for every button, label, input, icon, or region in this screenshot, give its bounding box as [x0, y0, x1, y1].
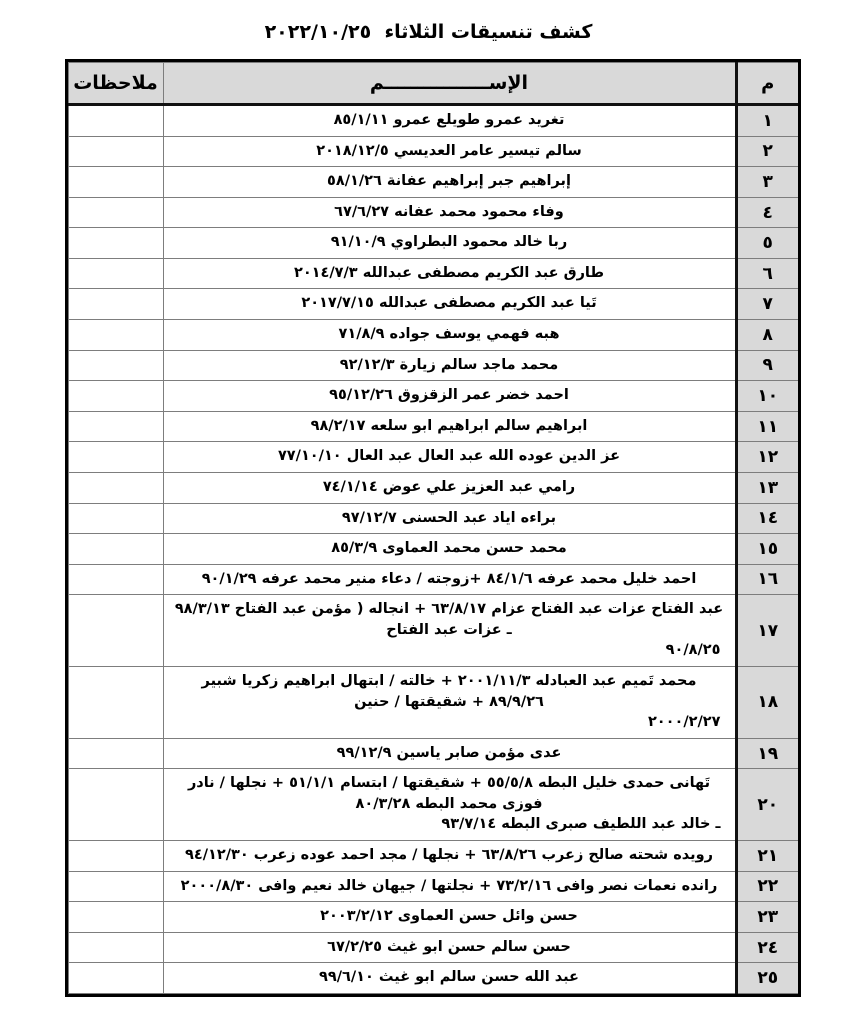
row-number-cell: ١٠	[736, 381, 798, 412]
row-name-text: محمد ماجد سالم زيارة ٩٢/١٢/٣	[339, 356, 559, 373]
row-name-cell	[163, 228, 736, 259]
table-row	[68, 534, 798, 565]
row-number-cell: ٣	[736, 167, 798, 198]
row-notes-cell	[68, 105, 163, 137]
row-name-text-continuation: ٩٠/٨/٢٥	[665, 642, 721, 659]
row-number-cell: ١٣	[736, 472, 798, 503]
row-number-cell: ٢٥	[736, 963, 798, 994]
row-name-cell	[163, 503, 736, 534]
row-name-cell	[163, 411, 736, 442]
row-notes-cell	[68, 258, 163, 289]
coordination-table-container	[65, 59, 801, 997]
row-name-cell	[163, 595, 736, 667]
column-header-notes: ملاحظات	[68, 63, 163, 105]
table-body	[68, 105, 798, 994]
row-name-text: رانده نعمات نصر وافى ٧٣/٢/١٦ + نجلتها / جيهان خالد نعيم وافى ٢٠٠٠/٨/٣٠	[180, 877, 718, 894]
table-row	[68, 902, 798, 933]
table-row	[68, 963, 798, 994]
row-notes-cell	[68, 381, 163, 412]
row-name-text: تغريد عمرو طويلع عمرو ٨٥/١/١١	[333, 112, 565, 128]
table-row	[68, 503, 798, 534]
row-notes-cell	[68, 411, 163, 442]
table-row	[68, 595, 798, 667]
table-row	[68, 136, 798, 167]
row-name-text: سالم تيسير عامر العديسي ٢٠١٨/١٢/٥	[316, 142, 582, 159]
row-notes-cell	[68, 769, 163, 841]
row-name-text: احمد خضر عمر الزقزوق ٩٥/١٢/٢٦	[329, 387, 569, 404]
row-name-cell	[163, 564, 736, 595]
row-number-cell: ٧	[736, 289, 798, 320]
row-name-cell	[163, 442, 736, 473]
row-number-cell: ١٩	[736, 738, 798, 769]
row-name-text: طارق عبد الكريم مصطفى عبدالله ٢٠١٤/٧/٣	[293, 264, 605, 281]
row-number-cell: ٢٠	[736, 769, 798, 841]
table-header	[68, 63, 798, 105]
row-name-text: تَيا عبد الكريم مصطفى عبدالله ٢٠١٧/٧/١٥	[301, 295, 597, 312]
row-name-text: عز الدين عوده الله عبد العال عبد العال ٧٧/١٠/١٠	[277, 448, 621, 465]
header-row	[68, 63, 798, 105]
row-name-cell	[163, 258, 736, 289]
table-row	[68, 350, 798, 381]
row-name-text: محمد تَميم عبد العبادله ٢٠٠١/١١/٣ + خالته / ابتهال ابراهيم زكريا شبير ٨٩/٩/٢٦ + شقيقتها / حنين	[201, 672, 697, 710]
row-number-cell: ٢	[736, 136, 798, 167]
table-row	[68, 666, 798, 738]
row-name-cell	[163, 738, 736, 769]
row-notes-cell	[68, 902, 163, 933]
row-name-cell	[163, 534, 736, 565]
row-notes-cell	[68, 320, 163, 351]
row-name-cell	[163, 167, 736, 198]
row-name-cell	[163, 871, 736, 902]
row-number-cell: ٩	[736, 350, 798, 381]
row-name-text: هبه فهمي يوسف جواده ٧١/٨/٩	[338, 326, 560, 343]
page-title: كشف تنسيقات الثلاثاء ٢٠٢٢/١٠/٢٥	[264, 21, 593, 43]
row-number-cell: ٦	[736, 258, 798, 289]
row-notes-cell	[68, 197, 163, 228]
row-notes-cell	[68, 963, 163, 994]
row-number-cell: ٤	[736, 197, 798, 228]
row-number-cell: ١٥	[736, 534, 798, 565]
table-row	[68, 932, 798, 963]
table-row	[68, 472, 798, 503]
row-name-text: ابراهيم سالم ابراهيم ابو سلعه ٩٨/٢/١٧	[310, 417, 588, 434]
table-row	[68, 197, 798, 228]
row-notes-cell	[68, 442, 163, 473]
row-notes-cell	[68, 738, 163, 769]
column-header-number: م	[736, 63, 798, 105]
row-notes-cell	[68, 350, 163, 381]
row-name-text: رامي عبد العزيز علي عوض ٧٤/١/١٤	[322, 478, 576, 495]
row-number-cell: ١٧	[736, 595, 798, 667]
row-name-cell	[163, 289, 736, 320]
row-name-cell	[163, 841, 736, 872]
row-name-text: عدى مؤمن صابر ياسين ٩٩/١٢/٩	[336, 744, 562, 761]
row-name-text: رويده شحته صالح زعرب ٦٣/٨/٢٦ + نجلها / مجد احمد عوده زعرب ٩٤/١٢/٣٠	[185, 847, 713, 864]
row-name-cell	[163, 902, 736, 933]
table-row	[68, 320, 798, 351]
table-row	[68, 167, 798, 198]
row-name-cell	[163, 350, 736, 381]
table-row	[68, 871, 798, 902]
row-name-cell	[163, 381, 736, 412]
row-name-cell	[163, 932, 736, 963]
row-number-cell: ١	[736, 105, 798, 137]
row-number-cell: ٢١	[736, 841, 798, 872]
row-number-cell: ٨	[736, 320, 798, 351]
table-row	[68, 442, 798, 473]
row-name-text: براءه اياد عبد الحسنى ٩٧/١٢/٧	[341, 509, 557, 526]
row-name-text: ربا خالد محمود البطراوي ٩١/١٠/٩	[330, 234, 568, 251]
row-name-text: احمد خليل محمد عرفه ٨٤/١/٦ +زوجته / دعاء منير محمد عرفه ٩٠/١/٢٩	[201, 570, 697, 587]
table-row	[68, 738, 798, 769]
row-name-cell	[163, 105, 736, 137]
row-notes-cell	[68, 167, 163, 198]
row-name-cell	[163, 197, 736, 228]
row-notes-cell	[68, 841, 163, 872]
row-number-cell: ٢٤	[736, 932, 798, 963]
table-row	[68, 841, 798, 872]
row-name-cell	[163, 963, 736, 994]
table-row	[68, 564, 798, 595]
row-name-cell	[163, 769, 736, 841]
row-name-cell	[163, 472, 736, 503]
row-notes-cell	[68, 595, 163, 667]
row-number-cell: ٢٢	[736, 871, 798, 902]
row-notes-cell	[68, 228, 163, 259]
table-row	[68, 258, 798, 289]
row-number-cell: ٢٣	[736, 902, 798, 933]
row-notes-cell	[68, 666, 163, 738]
row-name-text: محمد حسن محمد العماوى ٨٥/٣/٩	[331, 540, 567, 557]
row-name-text: تَهانى حمدى خليل البطه ٥٥/٥/٨ + شقيقتها / ابتسام ٥١/١/١ + نجلها / نادر فوزى محمد البطه ٨٠/٣/٢٨	[187, 775, 711, 812]
row-name-text: إبراهيم جبر إبراهيم عفانة ٥٨/١/٢٦	[327, 173, 571, 190]
row-name-text: عبد الفتاح عزات عبد الفتاح عزام ٦٣/٨/١٧ + انجاله ( مؤمن عبد الفتاح ٩٨/٣/١٣ ـ عزات عبد الفتاح	[174, 601, 724, 638]
row-number-cell: ٥	[736, 228, 798, 259]
row-name-text: حسن سالم حسن ابو غيث ٦٧/٢/٢٥	[327, 938, 571, 955]
table-row	[68, 769, 798, 841]
coordination-table	[68, 62, 799, 994]
table-row	[68, 289, 798, 320]
row-name-text: عبد الله حسن سالم ابو غيث ٩٩/٦/١٠	[319, 969, 579, 986]
row-name-text-continuation: ـ خالد عبد اللطيف صبرى البطه ٩٣/٧/١٤	[441, 816, 721, 833]
row-name-cell	[163, 666, 736, 738]
row-notes-cell	[68, 136, 163, 167]
table-row	[68, 381, 798, 412]
column-header-name: الإســــــــــــــــم	[163, 63, 736, 105]
row-notes-cell	[68, 503, 163, 534]
row-notes-cell	[68, 534, 163, 565]
row-name-cell	[163, 136, 736, 167]
row-name-text: وفاء محمود محمد عفانه ٦٧/٦/٢٧	[334, 203, 564, 220]
row-number-cell: ١٢	[736, 442, 798, 473]
table-row	[68, 105, 798, 137]
row-name-cell	[163, 320, 736, 351]
row-notes-cell	[68, 932, 163, 963]
row-notes-cell	[68, 472, 163, 503]
row-notes-cell	[68, 289, 163, 320]
row-name-text: حسن وائل حسن العماوى ٢٠٠٣/٢/١٢	[320, 908, 578, 925]
table-row	[68, 411, 798, 442]
table-row	[68, 228, 798, 259]
row-number-cell: ١٤	[736, 503, 798, 534]
row-name-text-continuation: ٢٠٠٠/٢/٢٧	[647, 714, 721, 731]
row-notes-cell	[68, 871, 163, 902]
row-number-cell: ١٨	[736, 666, 798, 738]
row-number-cell: ١٦	[736, 564, 798, 595]
row-number-cell: ١١	[736, 411, 798, 442]
row-notes-cell	[68, 564, 163, 595]
